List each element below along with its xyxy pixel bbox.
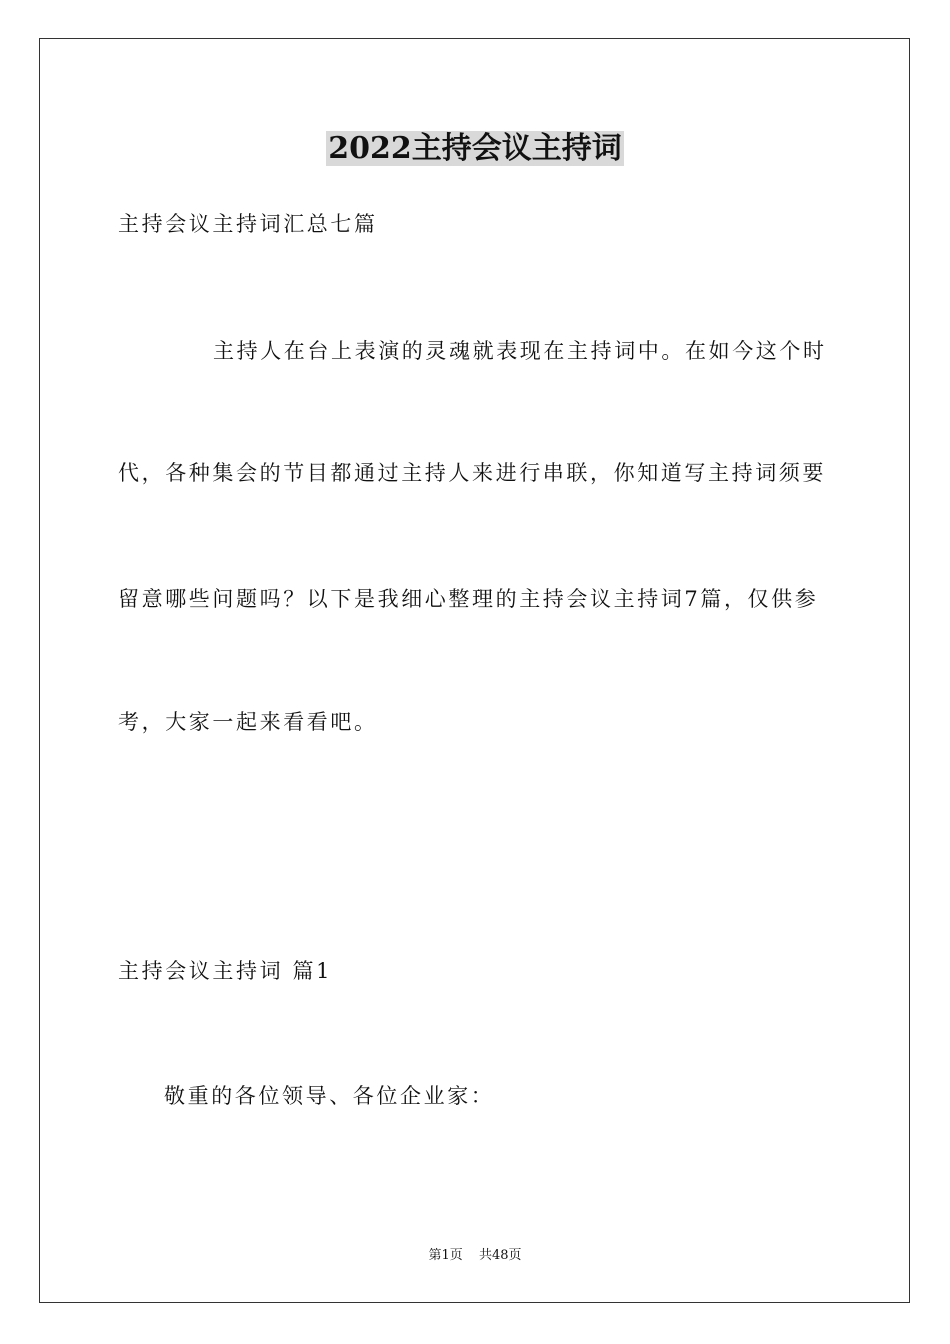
intro-line-2: 代，各种集会的节目都通过主持人来进行串联，你知道写主持词须要 xyxy=(118,461,826,485)
page-total: 共48页 xyxy=(478,1248,522,1263)
intro-line-1: 主持人在台上表演的灵魂就表现在主持词中。在如今这个时 xyxy=(213,339,827,363)
document-title xyxy=(0,128,950,170)
document-title-text: 2022主持会议主持词 xyxy=(328,131,622,166)
document-subtitle: 主持会议主持词汇总七篇 xyxy=(118,212,378,236)
section-heading: 主持会议主持词 篇1 xyxy=(118,959,333,983)
page-number: 第1页 xyxy=(428,1248,463,1263)
salutation: 敬重的各位领导、各位企业家： xyxy=(164,1084,495,1108)
page-footer xyxy=(0,1247,950,1265)
intro-line-3: 留意哪些问题吗？以下是我细心整理的主持会议主持词7篇，仅供参 xyxy=(118,587,819,611)
intro-line-4: 考，大家一起来看看吧。 xyxy=(118,710,378,734)
